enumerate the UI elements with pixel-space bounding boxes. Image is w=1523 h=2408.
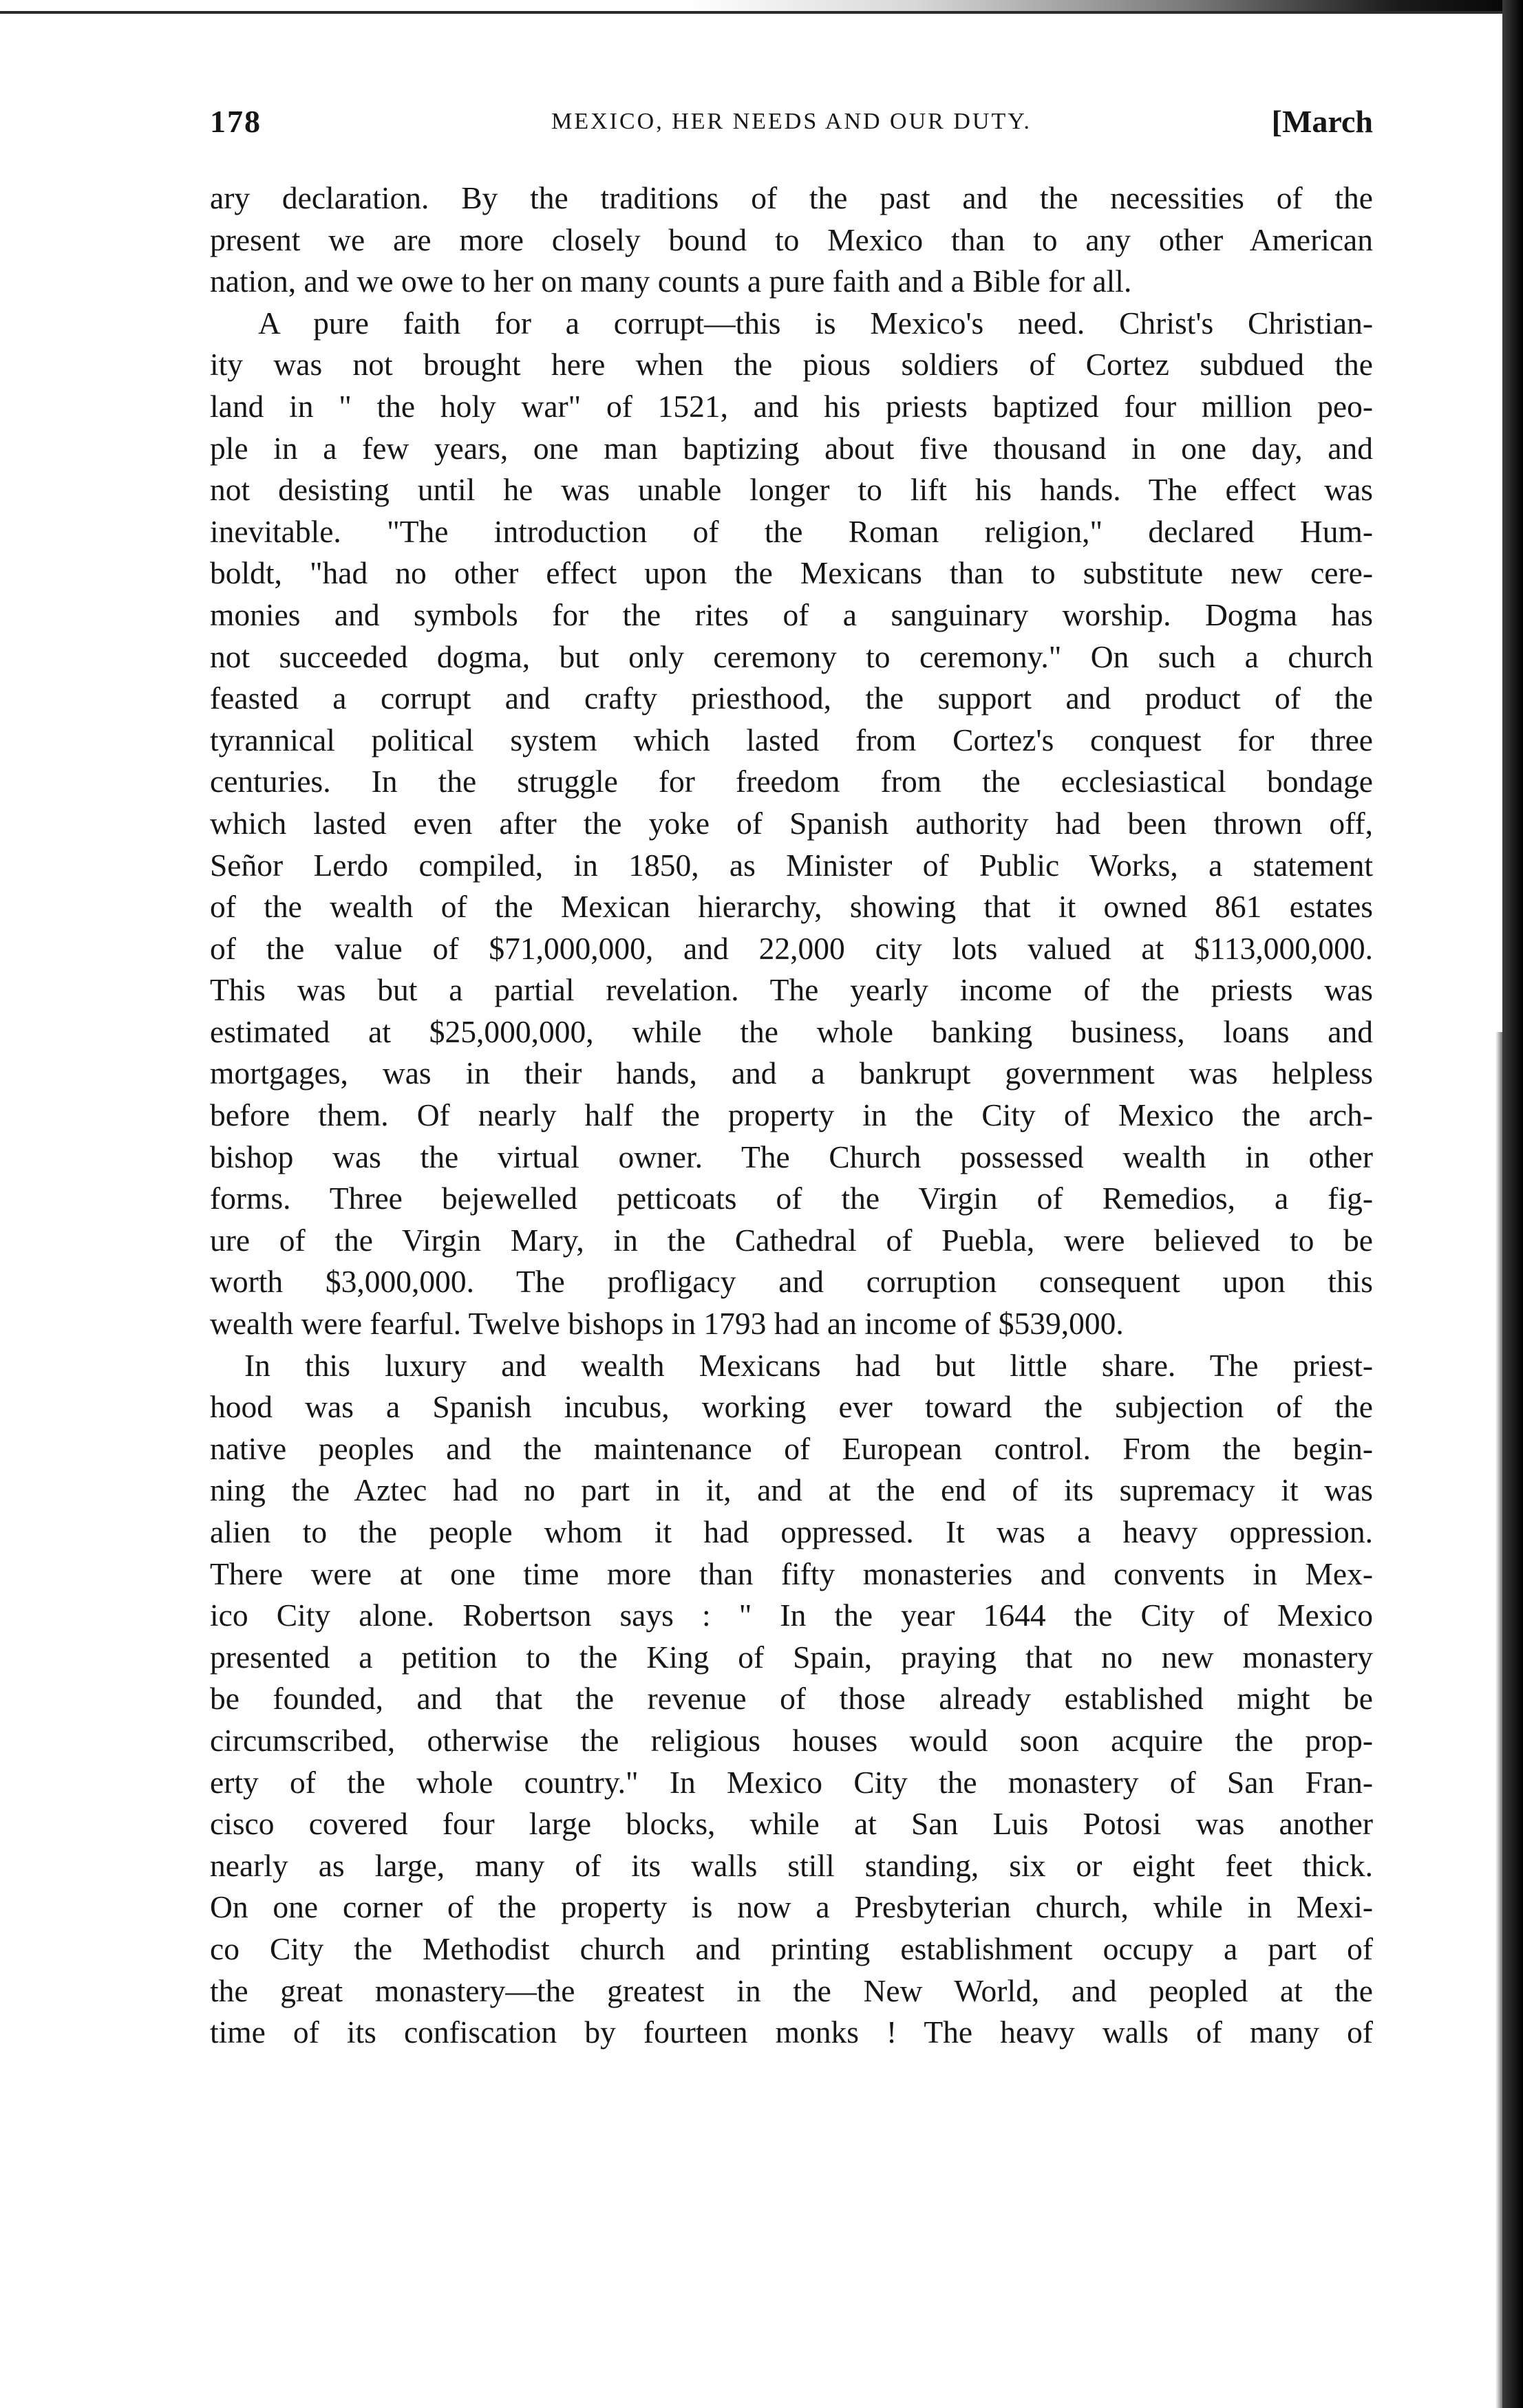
text-line: cisco covered four large blocks, while at San Luis Potosi was another: [210, 1806, 1373, 1842]
text-line: ico City alone. Robertson says : " In the year 1644 the City of Mexico: [210, 1598, 1373, 1633]
running-month: [March: [1271, 104, 1373, 139]
text-line: time of its confiscation by fourteen monks ! The heavy walls of many of: [210, 2014, 1373, 2050]
text-line: ure of the Virgin Mary, in the Cathedral of Puebla, were believed to be: [210, 1222, 1373, 1258]
text-line: of the value of $71,000,000, and 22,000 city lots valued at $113,000,000.: [210, 930, 1373, 966]
text-line: not desisting until he was unable longer to lift his hands. The effect was: [210, 472, 1373, 508]
text-line: presented a petition to the King of Spain, praying that no new monastery: [210, 1639, 1373, 1675]
text-line: before them. Of nearly half the property in the City of Mexico the arch-: [210, 1097, 1373, 1133]
text-line: tyrannical political system which lasted from Cortez's conquest for three: [210, 722, 1373, 757]
text-line: nearly as large, many of its walls still standing, six or eight feet thick.: [210, 1847, 1373, 1883]
text-line: present we are more closely bound to Mexico than to any other American: [210, 222, 1373, 257]
body-text: [210, 178, 1373, 2054]
text-line: circumscribed, otherwise the religious houses would soon acquire the prop-: [210, 1722, 1373, 1758]
text-line: inevitable. "The introduction of the Roman religion," declared Hum-: [210, 513, 1373, 549]
text-line: worth $3,000,000. The profligacy and corruption consequent upon this: [210, 1264, 1373, 1300]
scan-right-edge: [1502, 0, 1523, 2408]
text-line: bishop was the virtual owner. The Church possessed wealth in other: [210, 1139, 1373, 1174]
text-line: alien to the people whom it had oppressed. It was a heavy oppression.: [210, 1514, 1373, 1549]
text-line: wealth were fearful. Twelve bishops in 1793 had an income of $539,000.: [210, 1306, 1124, 1342]
running-head: [210, 103, 1373, 151]
scan-right-shadow: [1495, 1032, 1502, 2408]
text-line: ity was not brought here when the pious soldiers of Cortez subdued the: [210, 347, 1373, 383]
text-line: boldt, "had no other effect upon the Mexicans than to substitute new cere-: [210, 555, 1373, 591]
text-line: A pure faith for a corrupt—this is Mexico's need. Christ's Christian-: [258, 305, 1373, 341]
text-line: centuries. In the struggle for freedom from the ecclesiastical bondage: [210, 764, 1373, 799]
text-line: ary declaration. By the traditions of the past and the necessities of the: [210, 180, 1373, 215]
text-line: native peoples and the maintenance of European control. From the begin-: [210, 1430, 1373, 1466]
text-line: the great monastery—the greatest in the New World, and peopled at the: [210, 1972, 1373, 2008]
text-line: be founded, and that the revenue of those already established might be: [210, 1681, 1373, 1717]
text-line: erty of the whole country." In Mexico City the monastery of San Fran-: [210, 1764, 1373, 1800]
text-line: ning the Aztec had no part in it, and at the end of its supremacy it was: [210, 1472, 1373, 1508]
text-line: monies and symbols for the rites of a sanguinary worship. Dogma has: [210, 596, 1373, 632]
running-title: MEXICO, HER NEEDS AND OUR DUTY.: [551, 109, 1032, 134]
text-line: forms. Three bejewelled petticoats of the Virgin of Remedios, a fig-: [210, 1181, 1373, 1216]
text-line: Señor Lerdo compiled, in 1850, as Minister of Public Works, a statement: [210, 847, 1373, 883]
text-line: In this luxury and wealth Mexicans had but little share. The priest-: [244, 1347, 1373, 1383]
page-number: 178: [210, 104, 262, 139]
scan-top-rule: [0, 11, 1523, 14]
text-line: There were at one time more than fifty monasteries and convents in Mex-: [210, 1556, 1373, 1591]
text-line: estimated at $25,000,000, while the whole banking business, loans and: [210, 1013, 1373, 1049]
text-line: This was but a partial revelation. The yearly income of the priests was: [210, 972, 1373, 1008]
text-line: feasted a corrupt and crafty priesthood, the support and product of the: [210, 680, 1373, 716]
text-line: ple in a few years, one man baptizing about five thousand in one day, and: [210, 430, 1373, 466]
text-line: which lasted even after the yoke of Spanish authority had been thrown off,: [210, 805, 1373, 841]
text-line: co City the Methodist church and printing establishment occupy a part of: [210, 1931, 1373, 1966]
text-line: of the wealth of the Mexican hierarchy, showing that it owned 861 estates: [210, 889, 1373, 925]
text-line: On one corner of the property is now a Presbyterian church, while in Mexi-: [210, 1889, 1373, 1925]
text-line: hood was a Spanish incubus, working ever toward the subjection of the: [210, 1389, 1373, 1425]
text-line: mortgages, was in their hands, and a bankrupt government was helpless: [210, 1055, 1373, 1091]
text-line: not succeeded dogma, but only ceremony to ceremony." On such a church: [210, 638, 1373, 674]
text-line: nation, and we owe to her on many counts a pure faith and a Bible for all.: [210, 264, 1132, 299]
text-line: land in " the holy war" of 1521, and his priests baptized four million peo-: [210, 388, 1373, 424]
